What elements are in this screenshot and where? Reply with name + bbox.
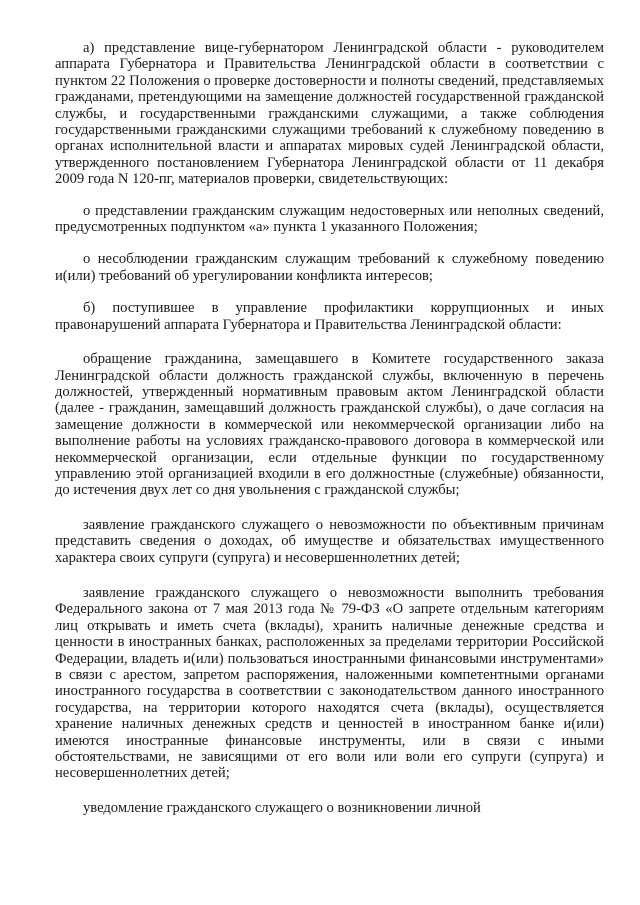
paragraph-citizen-appeal: обращение гражданина, замещавшего в Комитете государственного заказа Ленинградской области должность гражданской службы, включенную в перечень должностей, утвержденный нормативным правовым актом Ленинградской области (далее - гражданин, замещавший должность гражданской службы), о даче согласия на замещение должности в коммерческой или некоммерческой организации либо на выполнение работы на условиях гражданско-правового договора в коммерческой или некоммерческой организации, если отдельные функции по государственному управлению этой организацией входили в его должностные (служебные) обязанности, до истечения двух лет со дня увольнения с гражданской службы; [55, 351, 604, 499]
paragraph-income-statement: заявление гражданского служащего о невозможности по объективным причинам представить сведения о доходах, об имуществе и обязательствах имущественного характера своих супруги (супруга) и несовершеннолетних детей; [55, 516, 604, 566]
paragraph-false-information: о представлении гражданским служащим недостоверных или неполных сведений, предусмотренных подпунктом «а» пункта 1 указанного Положения; [55, 202, 604, 236]
paragraph-b-received: б) поступившее в управление профилактики коррупционных и иных правонарушений аппарата Губернатора и Правительства Ленинградской области: [55, 300, 604, 333]
paragraph-notification: уведомление гражданского служащего о возникновении личной [83, 799, 481, 816]
paragraph-a-submission: а) представление вице-губернатором Ленинградской области - руководителем аппарата Губернатора и Правительства Ленинградской области в соответствии с пунктом 22 Положения о проверке достоверности и полноты сведений, представляемых гражданами, претендующими на замещение должностей государственной гражданской службы, и государственными гражданскими служащими, а также соблюдения государственными гражданскими служащими требований к служебному поведению в органах исполнительной власти и аппаратах мировых судей Ленинградской области, утвержденного постановлением Губернатора Ленинградской области от 11 декабря 2009 года N 120-пг, материалов проверки, свидетельствующих: [55, 40, 604, 188]
paragraph-noncompliance: о несоблюдении гражданским служащим требований к служебному поведению и(или) требований об урегулировании конфликта интересов; [55, 251, 604, 284]
paragraph-foreign-accounts: заявление гражданского служащего о невозможности выполнить требования Федерального закона от 7 мая 2013 года № 79-ФЗ «О запрете отдельным категориям лиц открывать и иметь счета (вклады), хранить наличные денежные средства и ценности в иностранных банках, расположенных за пределами территории Российской Федерации, владеть и(или) пользоваться иностранными финансовыми инструментами» в связи с арестом, запретом распоряжения, наложенными компетентными органами иностранного государства в соответствии с законодательством данного иностранного государства, на территории которого находятся счета (вклады), осуществляется хранение наличных денежных средств и ценностей в иностранном банке и(или) имеются иностранные финансовые инструменты, или в связи с иными обстоятельствами, не зависящими от его воли или воли его супруги (супруга) и несовершеннолетних детей; [55, 584, 604, 782]
